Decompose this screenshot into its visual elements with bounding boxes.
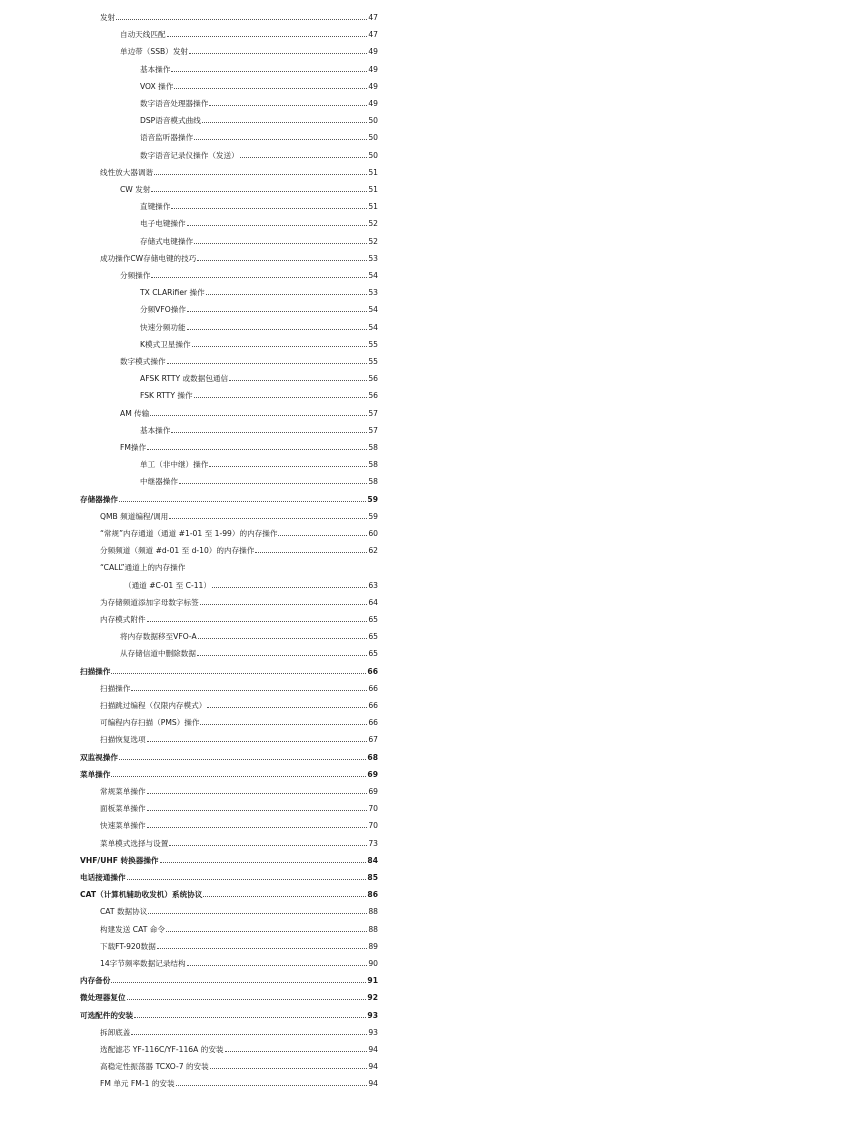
dot-leader (171, 208, 367, 209)
toc-entry-page-number: 64 (368, 597, 378, 607)
toc-entry-page-number: 89 (368, 941, 378, 951)
toc-entry[interactable] (140, 61, 378, 74)
toc-entry-title: 单工（非中继）操作 (140, 460, 209, 470)
toc-entry[interactable] (100, 783, 378, 796)
toc-entry-title: 内存备份 (80, 976, 111, 986)
toc-entry-title: CAT（计算机辅助收发机）系统协议 (80, 890, 203, 900)
toc-entry-title: 存储器操作 (80, 494, 118, 504)
toc-entry-page-number: 58 (368, 460, 378, 470)
dot-leader (278, 535, 367, 536)
dot-leader (111, 982, 366, 983)
dot-leader (198, 638, 368, 639)
toc-entry-title: 分频频道（频道 #d-01 至 d-10）的内存操作 (100, 546, 255, 556)
toc-entry-page-number: 86 (367, 890, 378, 900)
toc-entry-title: 微处理器复位 (80, 993, 126, 1003)
toc-entry-page-number: 47 (368, 30, 378, 40)
toc-entry-title: 电话接通操作 (80, 873, 126, 882)
toc-entry-page-number: 55 (368, 357, 378, 366)
toc-entry[interactable] (100, 508, 378, 521)
toc-entry[interactable] (120, 43, 378, 56)
dot-leader (187, 311, 367, 312)
toc-entry-title: 双监视操作 (80, 752, 118, 762)
toc-entry-title: （通道 #C-01 至 C-11） (124, 580, 211, 590)
dot-leader (171, 71, 367, 72)
toc-entry[interactable] (120, 26, 378, 39)
toc-entry-title: 下载FT-920数据 (100, 941, 156, 951)
dot-leader (187, 329, 368, 330)
toc-entry-page-number: 54 (368, 322, 378, 332)
dot-leader (169, 845, 367, 846)
toc-entry-page-number: 52 (368, 236, 378, 246)
toc-entry[interactable] (100, 817, 378, 830)
toc-entry[interactable] (140, 473, 378, 486)
toc-entry-title: 可选配件的安装 (80, 1010, 134, 1020)
toc-entry-title: K模式卫星操作 (140, 339, 191, 349)
toc-entry-page-number: 66 (367, 666, 378, 676)
toc-entry[interactable] (100, 594, 378, 607)
toc-entry[interactable] (100, 542, 378, 555)
dot-leader (116, 19, 367, 20)
toc-entry-page-number: 47 (368, 13, 378, 22)
toc-entry-title: 14字节频率数据记录结构 (100, 959, 186, 968)
dot-leader (147, 621, 368, 622)
dot-leader (194, 397, 368, 398)
toc-entry-title: 快速分频功能 (140, 322, 186, 332)
toc-entry-title: 直键操作 (140, 202, 171, 212)
toc-entry-page-number: 65 (368, 649, 378, 659)
toc-entry[interactable] (120, 645, 378, 658)
toc-entry[interactable] (100, 800, 378, 813)
toc-entry-title: 电子电键操作 (140, 219, 186, 229)
toc-entry[interactable] (80, 886, 378, 899)
toc-entry-title: 构建发送 CAT 命令 (100, 924, 165, 934)
toc-entry-title: 高稳定性振荡器 TCXO-7 的安装 (100, 1062, 209, 1072)
toc-entry[interactable] (100, 1024, 378, 1037)
dot-leader (197, 260, 367, 261)
dot-leader (167, 36, 368, 37)
toc-entry-page-number: 52 (368, 219, 378, 229)
toc-entry-page-number: 53 (368, 253, 378, 263)
toc-entry-title: 扫描操作 (100, 683, 131, 693)
toc-entry-page-number: 90 (368, 959, 378, 968)
toc-entry[interactable] (100, 921, 378, 934)
dot-leader (127, 999, 367, 1000)
toc-entry[interactable] (100, 9, 378, 22)
dot-leader (203, 896, 366, 897)
toc-entry-page-number: 85 (367, 873, 378, 882)
toc-entry[interactable] (140, 284, 378, 297)
toc-entry[interactable] (80, 1007, 378, 1020)
toc-entry[interactable] (80, 749, 378, 762)
dot-leader (194, 243, 367, 244)
toc-entry-page-number: 62 (368, 546, 378, 556)
toc-entry-page-number: 93 (367, 1010, 378, 1020)
toc-entry-page-number: 84 (367, 855, 378, 865)
toc-entry-title: 从存储信道中删除数据 (120, 649, 196, 659)
toc-entry-page-number: 49 (368, 47, 378, 57)
toc-entry-page-number: 49 (368, 99, 378, 108)
toc-entry[interactable] (100, 164, 378, 177)
toc-entry-title: 拆卸底盖 (100, 1027, 131, 1037)
toc-entry-page-number: 93 (368, 1027, 378, 1037)
toc-entry-page-number: 59 (367, 494, 378, 504)
dot-leader (151, 277, 367, 278)
toc-entry-title: 数字语音记录仪操作（发送） (140, 150, 239, 160)
toc-entry[interactable] (100, 1058, 378, 1071)
dot-leader (197, 655, 367, 656)
toc-entry-page-number: 69 (367, 769, 378, 779)
toc-entry[interactable] (80, 766, 378, 779)
dot-leader (207, 707, 367, 708)
toc-entry-page-number: 65 (368, 615, 378, 624)
toc-entry-page-number: 49 (368, 81, 378, 91)
dot-leader (225, 1051, 368, 1052)
dot-leader (194, 139, 367, 140)
toc-entry-title: 基本操作 (140, 425, 171, 435)
dot-leader (189, 53, 367, 54)
dot-leader (255, 552, 367, 553)
dot-leader (119, 501, 366, 502)
toc-entry-page-number: 58 (368, 443, 378, 452)
toc-entry-page-number: 58 (368, 477, 378, 487)
toc-entry-page-number: 50 (368, 133, 378, 143)
dot-leader (192, 346, 368, 347)
dot-leader (147, 449, 367, 450)
toc-entry[interactable] (100, 611, 378, 624)
toc-entry[interactable] (120, 405, 378, 418)
toc-entry[interactable] (120, 439, 378, 452)
toc-entry-title: 内存模式附件 (100, 615, 146, 624)
toc-entry-title: 选配滤芯 YF-116C/YF-116A 的安装 (100, 1045, 224, 1054)
toc-entry[interactable] (80, 869, 378, 882)
dot-leader (160, 862, 367, 863)
toc-entry-page-number: 57 (368, 425, 378, 435)
toc-entry-title: DSP语音模式曲线 (140, 116, 201, 126)
toc-entry-title: AFSK RTTY 或数据包通信 (140, 374, 229, 384)
toc-entry[interactable] (120, 353, 378, 366)
dot-leader (119, 759, 366, 760)
toc-entry-title: QMB 频道编程/调用 (100, 511, 169, 521)
toc-entry[interactable] (140, 112, 378, 125)
dot-leader (209, 105, 367, 106)
toc-entry-title: 菜单操作 (80, 769, 111, 779)
dot-leader (202, 122, 368, 123)
toc-entry-title: 分频VFO操作 (140, 305, 186, 315)
dot-leader (111, 673, 366, 674)
toc-entry-title: 分频操作 (120, 271, 151, 280)
dot-leader (209, 466, 367, 467)
dot-leader (187, 225, 368, 226)
dot-leader (148, 913, 367, 914)
dot-leader (150, 415, 367, 416)
toc-entry-title: TX CLARifier 操作 (140, 288, 205, 298)
toc-entry-title: 基本操作 (140, 64, 171, 74)
toc-entry[interactable] (100, 938, 378, 951)
dot-leader (187, 965, 368, 966)
dot-leader (240, 157, 368, 158)
toc-entry[interactable] (100, 250, 378, 263)
dot-leader (147, 827, 368, 828)
toc-entry-page-number: 54 (368, 305, 378, 315)
toc-entry[interactable] (140, 129, 378, 142)
toc-entry-title: 数字模式操作 (120, 357, 166, 366)
toc-entry[interactable] (80, 852, 378, 865)
toc-entry-title: 成功操作CW存储电键的技巧 (100, 253, 197, 263)
toc-entry-page-number: 65 (368, 632, 378, 642)
toc-entry-page-number: 59 (368, 511, 378, 521)
toc-entry[interactable] (140, 78, 378, 91)
toc-entry-page-number: 88 (368, 924, 378, 934)
dot-leader (210, 1068, 368, 1069)
toc-entry-title: 数字语音处理器操作 (140, 99, 209, 108)
toc-entry-title: “CALL”通道上的内存操作 (100, 563, 186, 573)
toc-entry-title: 面板菜单操作 (100, 804, 146, 814)
toc-entry-title: 将内存数据移至VFO-A (120, 632, 197, 642)
toc-entry-page-number: 55 (368, 339, 378, 349)
toc-entry[interactable] (120, 181, 378, 194)
toc-entry[interactable] (140, 456, 378, 469)
toc-entry-page-number: 94 (368, 1045, 378, 1054)
toc-entry-title: 扫描操作 (80, 666, 111, 676)
toc-entry[interactable] (140, 387, 378, 400)
toc-entry[interactable] (100, 714, 378, 727)
toc-entry-page-number: 50 (368, 116, 378, 126)
toc-entry[interactable] (120, 628, 378, 641)
dot-leader (176, 1085, 368, 1086)
toc-entry-title: 快速菜单操作 (100, 821, 146, 831)
toc-entry[interactable] (80, 663, 378, 676)
toc-entry-page-number: 91 (367, 976, 378, 986)
toc-entry[interactable] (140, 95, 378, 108)
toc-entry-title: 常规菜单操作 (100, 787, 146, 796)
toc-entry[interactable] (80, 491, 378, 504)
toc-entry-title: 可编程内存扫描（PMS）操作 (100, 718, 200, 728)
toc-entry-page-number: 67 (368, 735, 378, 745)
toc-entry-page-number: 53 (368, 288, 378, 298)
toc-entry-page-number: 68 (367, 752, 378, 762)
toc-entry[interactable] (80, 972, 378, 985)
toc-entry-title: 语音监听器操作 (140, 133, 194, 143)
toc-entry-title: 扫描跳过编程（仅限内存模式） (100, 701, 207, 710)
dot-leader (200, 724, 367, 725)
toc-entry[interactable] (100, 731, 378, 744)
toc-entry[interactable] (124, 577, 378, 590)
toc-entry-title: VOX 操作 (140, 81, 174, 91)
toc-entry[interactable] (100, 1075, 378, 1088)
toc-entry-title: FM 单元 FM-1 的安装 (100, 1079, 175, 1089)
dot-leader (167, 363, 368, 364)
toc-entry-page-number: 66 (368, 701, 378, 710)
toc-entry[interactable] (120, 267, 378, 280)
toc-entry[interactable] (80, 989, 378, 1002)
toc-entry-page-number: 54 (368, 271, 378, 280)
toc-entry-page-number: 94 (368, 1079, 378, 1089)
toc-entry-title: FM操作 (120, 443, 147, 452)
toc-entry-page-number: 56 (368, 391, 378, 401)
toc-entry-page-number: 73 (368, 838, 378, 848)
toc-entry-page-number: 51 (368, 185, 378, 194)
toc-entry-page-number: 70 (368, 821, 378, 831)
toc-entry[interactable] (140, 215, 378, 228)
toc-entry-title: CAT 数据协议 (100, 907, 148, 917)
toc-entry-page-number: 50 (368, 150, 378, 160)
dot-leader (147, 741, 368, 742)
toc-entry-page-number: 69 (368, 787, 378, 796)
dot-leader (200, 604, 368, 605)
toc-entry-page-number: 94 (368, 1062, 378, 1072)
toc-entry-page-number: 66 (368, 718, 378, 728)
dot-leader (147, 793, 368, 794)
dot-leader (174, 88, 367, 89)
dot-leader (154, 174, 367, 175)
dot-leader (127, 879, 367, 880)
toc-entry-page-number: 70 (368, 804, 378, 814)
dot-leader (169, 518, 367, 519)
toc-entry-page-number: 60 (368, 529, 378, 538)
dot-leader (166, 931, 367, 932)
toc-entry-title: AM 传输 (120, 408, 150, 418)
toc-entry-title: 单边带（SSB）发射 (120, 47, 189, 57)
dot-leader (131, 690, 367, 691)
toc-entry[interactable] (100, 697, 378, 710)
toc-entry-title: 菜单模式选择与设置 (100, 838, 169, 848)
toc-entry[interactable] (140, 301, 378, 314)
dot-leader (179, 483, 367, 484)
toc-entry-page-number: 51 (368, 202, 378, 212)
toc-entry-page-number: 56 (368, 374, 378, 384)
toc-entry[interactable] (140, 198, 378, 211)
toc-entry-page-number: 92 (367, 993, 378, 1003)
toc-entry-title: VHF/UHF 转换器操作 (80, 855, 159, 865)
toc-entry-title: FSK RTTY 操作 (140, 391, 193, 401)
toc-entry[interactable] (140, 319, 378, 332)
toc-entry[interactable] (100, 835, 378, 848)
toc-entry[interactable] (140, 147, 378, 160)
dot-leader (111, 776, 366, 777)
dot-leader (131, 1034, 367, 1035)
toc-entry-page-number: 88 (368, 907, 378, 917)
toc-entry-page-number: 66 (368, 683, 378, 693)
toc-entry[interactable] (100, 955, 378, 968)
toc-entry-title: 为存储频道添加字母数字标签 (100, 597, 199, 607)
dot-leader (229, 380, 367, 381)
toc-entry-page-number: 49 (368, 64, 378, 74)
dot-leader (147, 810, 368, 811)
toc-entry[interactable] (140, 233, 378, 246)
toc-entry-title: 存储式电键操作 (140, 236, 194, 246)
toc-entry-page-number: 63 (368, 580, 378, 590)
dot-leader (171, 432, 367, 433)
toc-entry-title: 扫描恢复选项 (100, 735, 146, 745)
toc-entry-title: 发射 (100, 13, 116, 22)
toc-entry[interactable] (100, 525, 378, 538)
toc-entry[interactable] (140, 370, 378, 383)
toc-entry[interactable] (100, 903, 378, 916)
dot-leader (151, 191, 367, 192)
dot-leader (212, 587, 367, 588)
toc-entry-page-number: 57 (368, 408, 378, 418)
dot-leader (134, 1017, 366, 1018)
toc-entry-title: 自动天线匹配 (120, 30, 166, 40)
toc-entry-title: 线性放大器调谐 (100, 167, 154, 177)
toc-entry[interactable] (140, 422, 378, 435)
toc-entry-title: “常规”内存通道（通道 #1-01 至 1-99）的内存操作 (100, 529, 278, 538)
toc-entry-page-number: 51 (368, 167, 378, 177)
dot-leader (157, 948, 368, 949)
toc-entry[interactable] (100, 1041, 378, 1054)
toc-entry[interactable] (140, 336, 378, 349)
dot-leader (206, 294, 368, 295)
toc-entry[interactable] (100, 559, 378, 572)
toc-entry-title: CW 发射 (120, 185, 151, 194)
toc-entry-title: 中继器操作 (140, 477, 178, 487)
toc-entry[interactable] (100, 680, 378, 693)
